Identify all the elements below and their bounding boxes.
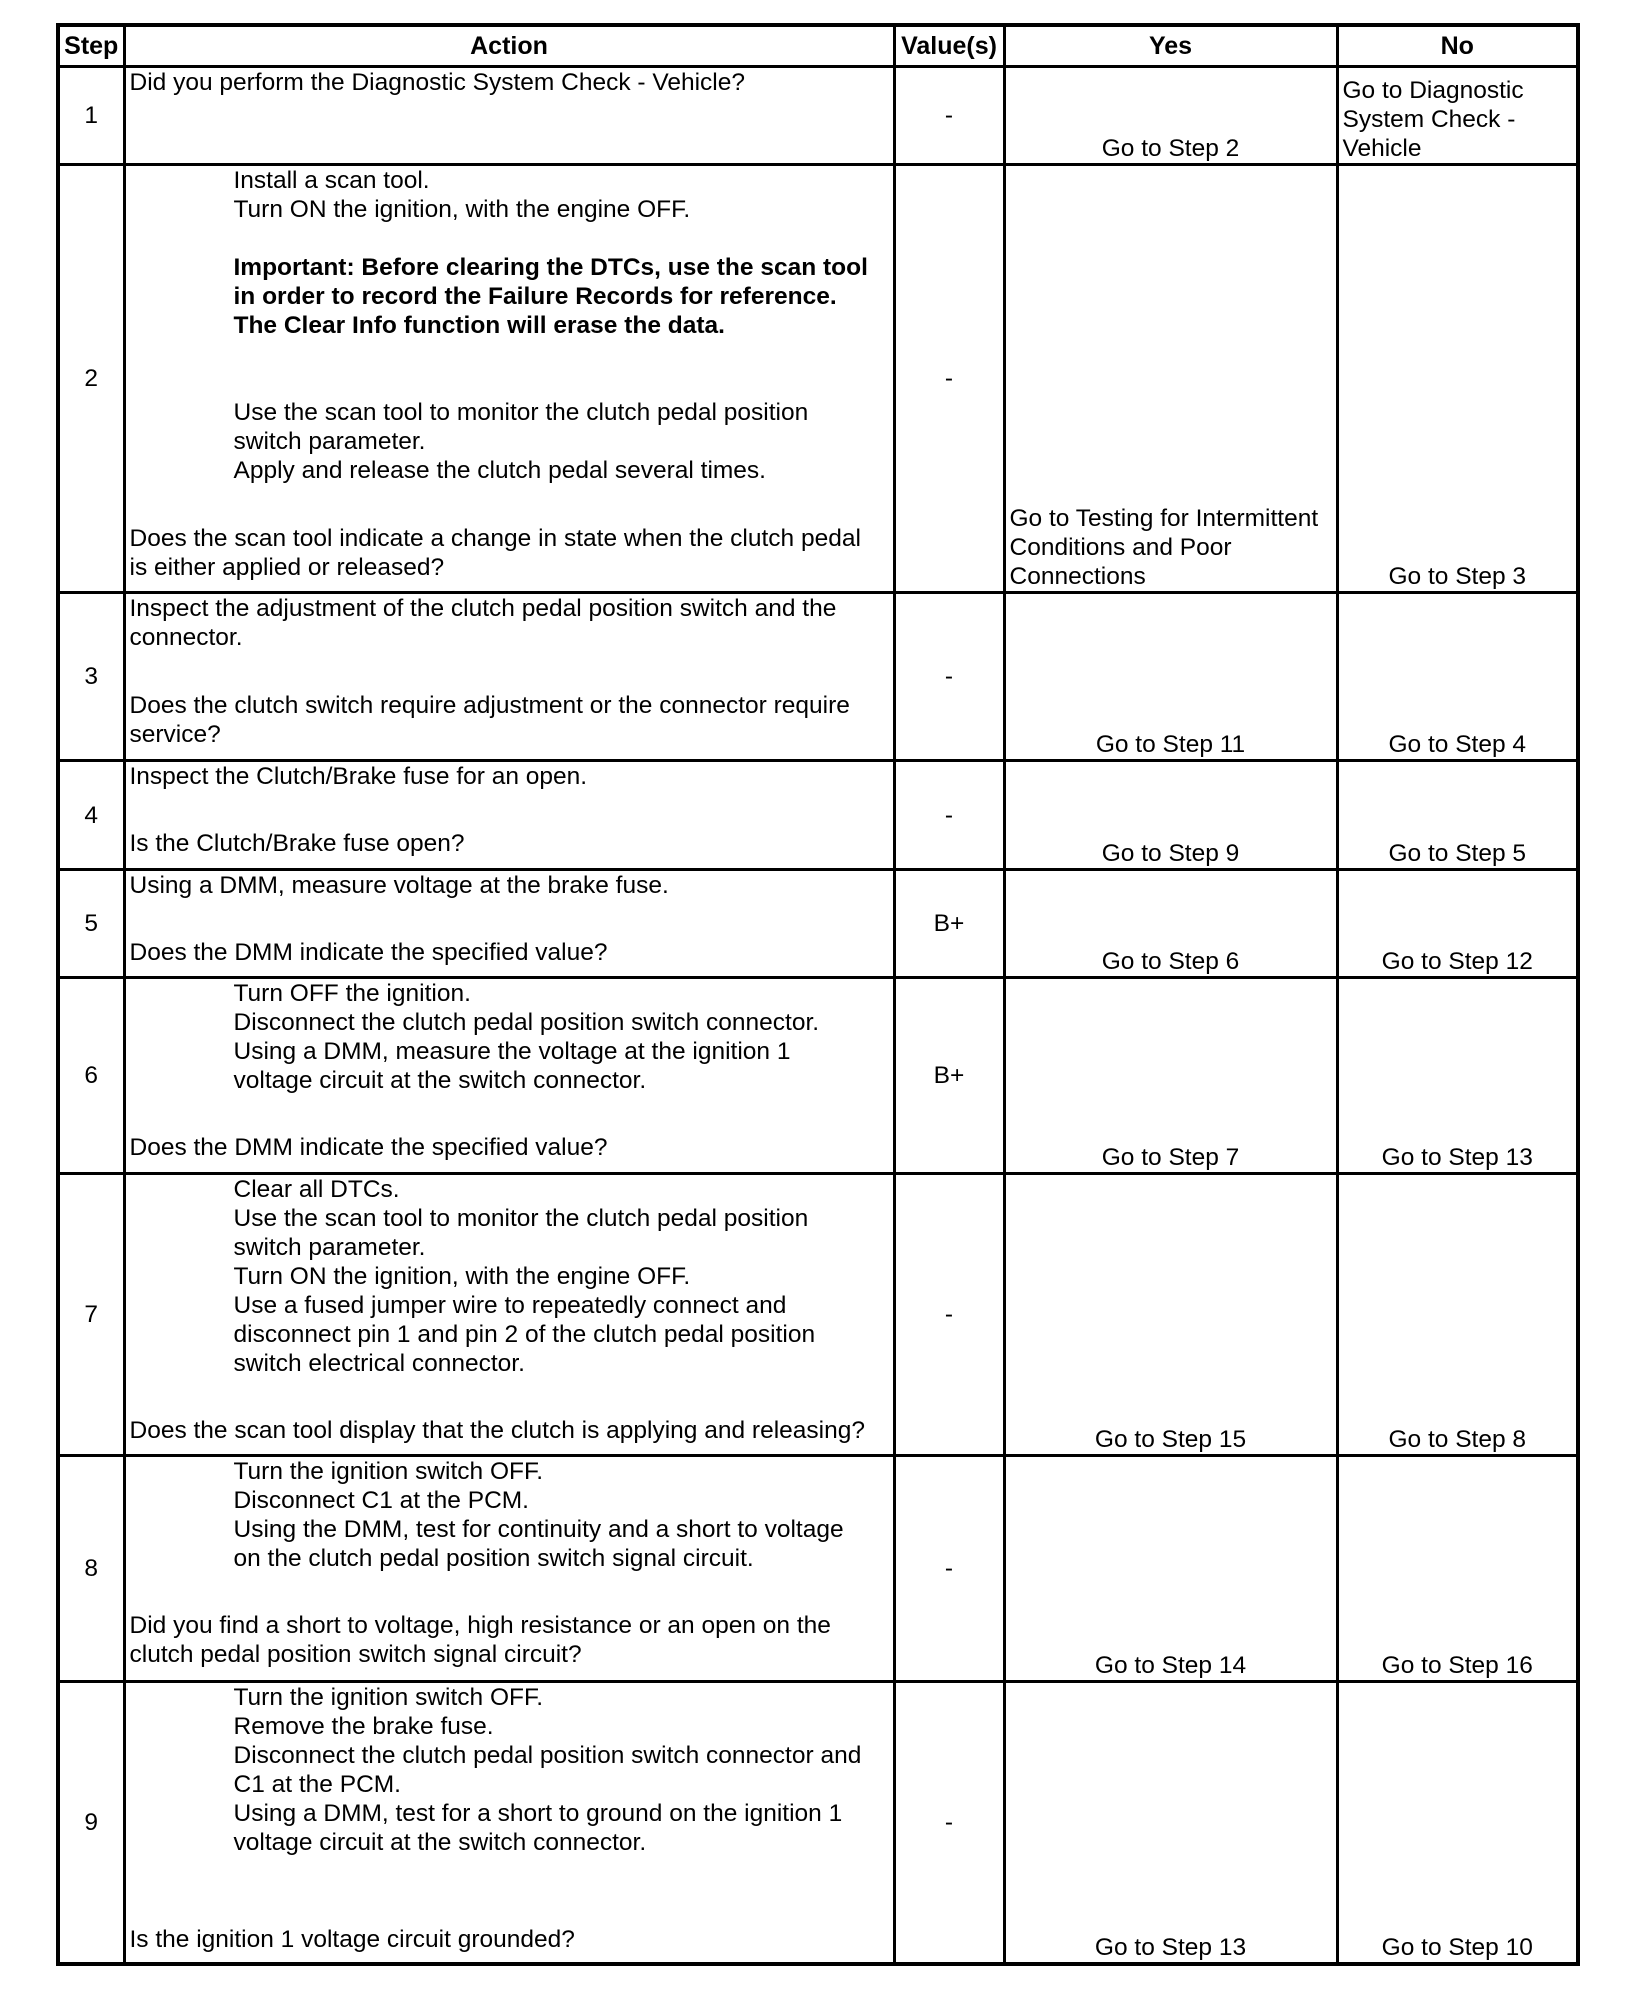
table-row bbox=[58, 593, 1578, 761]
no-result: Go to Step 13 bbox=[1337, 978, 1578, 1174]
table-row bbox=[58, 870, 1578, 978]
table-row bbox=[58, 1174, 1578, 1456]
action-instruction: C1 at the PCM. bbox=[233, 1771, 401, 1798]
action-instruction: switch parameter. bbox=[233, 1234, 426, 1261]
action-instruction: Disconnect the clutch pedal position switch connector. bbox=[233, 1009, 820, 1036]
yes-result: Go to Step 9 bbox=[1004, 761, 1337, 870]
action-instruction: Disconnect the clutch pedal position switch connector and bbox=[233, 1742, 862, 1769]
action-cell bbox=[124, 870, 894, 978]
value-cell: B+ bbox=[894, 978, 1004, 1174]
action-instruction: Turn ON the ignition, with the engine OFF. bbox=[233, 1263, 691, 1290]
header-yes: Yes bbox=[1004, 25, 1337, 67]
value-cell: - bbox=[894, 67, 1004, 165]
table-row bbox=[58, 978, 1578, 1174]
action-instruction: switch electrical connector. bbox=[233, 1350, 525, 1377]
action-instruction: Apply and release the clutch pedal several times. bbox=[233, 457, 766, 484]
value-cell: - bbox=[894, 1456, 1004, 1682]
action-question: is either applied or released? bbox=[129, 554, 445, 581]
no-result: Go to Step 4 bbox=[1337, 593, 1578, 761]
yes-result-line: Connections bbox=[1009, 563, 1146, 590]
step-number: 7 bbox=[58, 1174, 124, 1456]
important-note: in order to record the Failure Records for reference. bbox=[233, 283, 837, 310]
action-cell bbox=[124, 1174, 894, 1456]
header-no: No bbox=[1337, 25, 1578, 67]
action-cell bbox=[124, 165, 894, 593]
important-note: The Clear Info function will erase the data. bbox=[233, 312, 725, 339]
header-action: Action bbox=[124, 25, 894, 67]
action-question: Does the scan tool display that the clutch is applying and releasing? bbox=[129, 1417, 865, 1444]
no-result bbox=[1337, 67, 1578, 165]
action-instruction: Remove the brake fuse. bbox=[233, 1713, 494, 1740]
no-result-line: Vehicle bbox=[1342, 135, 1422, 162]
no-result: Go to Step 3 bbox=[1337, 165, 1578, 593]
action-question: Does the DMM indicate the specified value? bbox=[129, 1134, 608, 1161]
step-number: 4 bbox=[58, 761, 124, 870]
action-question: clutch pedal position switch signal circuit? bbox=[129, 1641, 582, 1668]
action-instruction: Using a DMM, measure the voltage at the ignition 1 bbox=[233, 1038, 791, 1065]
action-instruction: Using a DMM, measure voltage at the brake fuse. bbox=[129, 872, 669, 899]
table-row bbox=[58, 1682, 1578, 1964]
yes-result: Go to Step 2 bbox=[1004, 67, 1337, 165]
yes-result: Go to Step 7 bbox=[1004, 978, 1337, 1174]
action-instruction: Use the scan tool to monitor the clutch pedal position bbox=[233, 1205, 809, 1232]
action-question: Does the clutch switch require adjustment or the connector require bbox=[129, 692, 850, 719]
action-question: Did you perform the Diagnostic System Check - Vehicle? bbox=[129, 69, 745, 96]
header-values: Value(s) bbox=[894, 25, 1004, 67]
action-instruction: Turn the ignition switch OFF. bbox=[233, 1684, 544, 1711]
action-question: Is the ignition 1 voltage circuit grounded? bbox=[129, 1926, 575, 1953]
value-cell: - bbox=[894, 593, 1004, 761]
header-step: Step bbox=[58, 25, 124, 67]
no-result: Go to Step 10 bbox=[1337, 1682, 1578, 1964]
header-row bbox=[58, 25, 1578, 67]
no-result-line: Go to Diagnostic bbox=[1342, 77, 1524, 104]
action-cell bbox=[124, 761, 894, 870]
action-instruction: Turn the ignition switch OFF. bbox=[233, 1458, 544, 1485]
action-instruction: Turn ON the ignition, with the engine OFF. bbox=[233, 196, 691, 223]
action-instruction: Install a scan tool. bbox=[233, 167, 430, 194]
step-number: 3 bbox=[58, 593, 124, 761]
yes-result bbox=[1004, 165, 1337, 593]
action-cell bbox=[124, 1456, 894, 1682]
action-instruction: switch parameter. bbox=[233, 428, 426, 455]
action-cell bbox=[124, 593, 894, 761]
value-cell: - bbox=[894, 1682, 1004, 1964]
action-question: service? bbox=[129, 721, 221, 748]
yes-result: Go to Step 13 bbox=[1004, 1682, 1337, 1964]
value-cell: - bbox=[894, 761, 1004, 870]
action-instruction: Disconnect C1 at the PCM. bbox=[233, 1487, 529, 1514]
action-instruction: Inspect the adjustment of the clutch pedal position switch and the bbox=[129, 595, 837, 622]
value-cell: - bbox=[894, 165, 1004, 593]
table-row bbox=[58, 67, 1578, 165]
yes-result: Go to Step 14 bbox=[1004, 1456, 1337, 1682]
action-question: Did you find a short to voltage, high resistance or an open on the bbox=[129, 1612, 831, 1639]
action-instruction: Inspect the Clutch/Brake fuse for an open. bbox=[129, 763, 588, 790]
action-instruction: connector. bbox=[129, 624, 243, 651]
action-instruction: on the clutch pedal position switch signal circuit. bbox=[233, 1545, 754, 1572]
no-result: Go to Step 8 bbox=[1337, 1174, 1578, 1456]
action-instruction: Use the scan tool to monitor the clutch pedal position bbox=[233, 399, 809, 426]
no-result: Go to Step 16 bbox=[1337, 1456, 1578, 1682]
value-cell: - bbox=[894, 1174, 1004, 1456]
action-instruction: disconnect pin 1 and pin 2 of the clutch pedal position bbox=[233, 1321, 816, 1348]
action-cell bbox=[124, 1682, 894, 1964]
action-instruction: Using a DMM, test for a short to ground on the ignition 1 bbox=[233, 1800, 843, 1827]
yes-result: Go to Step 6 bbox=[1004, 870, 1337, 978]
action-question: Is the Clutch/Brake fuse open? bbox=[129, 830, 465, 857]
yes-result-line: Go to Testing for Intermittent bbox=[1009, 505, 1319, 532]
step-number: 6 bbox=[58, 978, 124, 1174]
table-row bbox=[58, 761, 1578, 870]
action-question: Does the scan tool indicate a change in state when the clutch pedal bbox=[129, 525, 861, 552]
yes-result-line: Conditions and Poor bbox=[1009, 534, 1232, 561]
action-cell bbox=[124, 978, 894, 1174]
step-number: 9 bbox=[58, 1682, 124, 1964]
diagnostic-table bbox=[56, 23, 1580, 1966]
important-note: Important: Before clearing the DTCs, use the scan tool bbox=[233, 254, 868, 281]
step-number: 1 bbox=[58, 67, 124, 165]
table-row bbox=[58, 165, 1578, 593]
action-question: Does the DMM indicate the specified value? bbox=[129, 939, 608, 966]
action-instruction: Using the DMM, test for continuity and a short to voltage bbox=[233, 1516, 844, 1543]
yes-result: Go to Step 11 bbox=[1004, 593, 1337, 761]
step-number: 5 bbox=[58, 870, 124, 978]
yes-result: Go to Step 15 bbox=[1004, 1174, 1337, 1456]
no-result-line: System Check - bbox=[1342, 106, 1516, 133]
no-result: Go to Step 12 bbox=[1337, 870, 1578, 978]
value-cell: B+ bbox=[894, 870, 1004, 978]
action-cell bbox=[124, 67, 894, 165]
action-instruction: Clear all DTCs. bbox=[233, 1176, 400, 1203]
step-number: 2 bbox=[58, 165, 124, 593]
action-instruction: voltage circuit at the switch connector. bbox=[233, 1829, 647, 1856]
table-row bbox=[58, 1456, 1578, 1682]
action-instruction: Turn OFF the ignition. bbox=[233, 980, 471, 1007]
action-instruction: voltage circuit at the switch connector. bbox=[233, 1067, 647, 1094]
no-result: Go to Step 5 bbox=[1337, 761, 1578, 870]
step-number: 8 bbox=[58, 1456, 124, 1682]
action-instruction: Use a fused jumper wire to repeatedly connect and bbox=[233, 1292, 787, 1319]
